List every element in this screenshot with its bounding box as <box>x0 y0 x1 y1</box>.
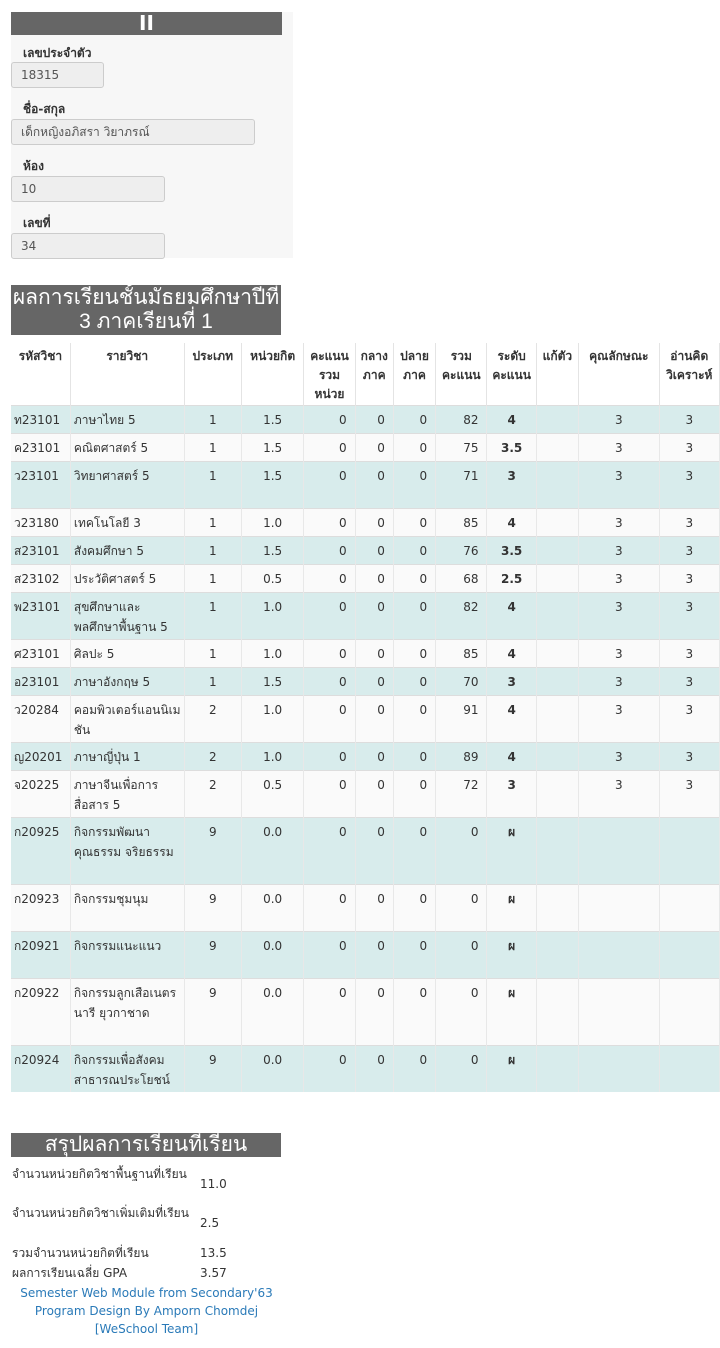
student-info-panel <box>11 12 293 258</box>
col-header-unit-score: คะแนนรวมหน่วย <box>304 343 355 405</box>
cell-retake <box>536 536 578 564</box>
cell-code: ญ20201 <box>11 742 70 770</box>
cell-final: 0 <box>393 461 435 508</box>
cell-total: 91 <box>436 695 487 742</box>
col-header-type: ประเภท <box>184 343 241 405</box>
cell-credit: 1.5 <box>241 433 303 461</box>
cell-grade: 4 <box>487 639 536 667</box>
col-header-reading: อ่านคิดวิเคราะห์ <box>659 343 719 405</box>
table-row <box>11 695 720 742</box>
cell-name: ภาษาญี่ปุ่น 1 <box>70 742 184 770</box>
cell-grade: 3 <box>487 770 536 817</box>
cell-name: กิจกรรมชุมนุม <box>70 884 184 931</box>
cell-unit: 0 <box>304 931 355 978</box>
cell-unit: 0 <box>304 592 355 639</box>
cell-rtw: 3 <box>659 695 719 742</box>
cell-type: 9 <box>184 978 241 1045</box>
cell-trait <box>579 1045 660 1092</box>
cell-credit: 0.5 <box>241 770 303 817</box>
cell-rtw: 3 <box>659 770 719 817</box>
cell-final: 0 <box>393 639 435 667</box>
table-row <box>11 564 720 592</box>
cell-trait: 3 <box>579 564 660 592</box>
col-header-grade: ระดับคะแนน <box>487 343 536 405</box>
cell-mid: 0 <box>355 742 393 770</box>
cell-trait <box>579 978 660 1045</box>
cell-total: 76 <box>436 536 487 564</box>
cell-rtw: 3 <box>659 742 719 770</box>
cell-total: 85 <box>436 508 487 536</box>
cell-name: กิจกรรมแนะแนว <box>70 931 184 978</box>
cell-retake <box>536 461 578 508</box>
cell-mid: 0 <box>355 461 393 508</box>
cell-final: 0 <box>393 667 435 695</box>
cell-total: 89 <box>436 742 487 770</box>
table-row <box>11 508 720 536</box>
cell-total: 70 <box>436 667 487 695</box>
cell-total: 68 <box>436 564 487 592</box>
cell-grade: 2.5 <box>487 564 536 592</box>
cell-retake <box>536 742 578 770</box>
cell-grade: ผ <box>487 978 536 1045</box>
cell-unit: 0 <box>304 770 355 817</box>
cell-rtw <box>659 931 719 978</box>
cell-mid: 0 <box>355 667 393 695</box>
student-id-field[interactable] <box>11 62 104 88</box>
table-row <box>11 1045 720 1092</box>
cell-mid: 0 <box>355 695 393 742</box>
cell-code: จ20225 <box>11 770 70 817</box>
summary-value: 11.0 <box>200 1177 227 1191</box>
cell-trait: 3 <box>579 695 660 742</box>
cell-credit: 1.0 <box>241 592 303 639</box>
footer-credit-link[interactable] <box>11 1284 282 1338</box>
cell-total: 0 <box>436 884 487 931</box>
cell-type: 1 <box>184 667 241 695</box>
summary-label: จำนวนหน่วยกิตวิชาพื้นฐานที่เรียน <box>12 1167 187 1181</box>
cell-credit: 0.0 <box>241 1045 303 1092</box>
col-header-midterm: กลางภาค <box>355 343 393 405</box>
table-row <box>11 770 720 817</box>
cell-code: ค23101 <box>11 433 70 461</box>
cell-retake <box>536 433 578 461</box>
grades-table-container <box>11 343 720 1092</box>
cell-retake <box>536 978 578 1045</box>
cell-rtw: 3 <box>659 667 719 695</box>
table-row <box>11 931 720 978</box>
cell-credit: 1.0 <box>241 695 303 742</box>
cell-total: 0 <box>436 1045 487 1092</box>
cell-name: คอมพิวเตอร์แอนนิเมชัน <box>70 695 184 742</box>
cell-type: 1 <box>184 508 241 536</box>
cell-mid: 0 <box>355 978 393 1045</box>
table-row <box>11 667 720 695</box>
cell-type: 9 <box>184 884 241 931</box>
cell-retake <box>536 667 578 695</box>
cell-total: 85 <box>436 639 487 667</box>
credit-line-design[interactable]: Program Design By Amporn Chomdej [WeSchool Team] <box>34 1304 259 1336</box>
cell-grade: 4 <box>487 695 536 742</box>
cell-type: 9 <box>184 931 241 978</box>
cell-credit: 1.0 <box>241 508 303 536</box>
cell-trait: 3 <box>579 433 660 461</box>
cell-final: 0 <box>393 405 435 433</box>
col-header-total: รวมคะแนน <box>436 343 487 405</box>
cell-credit: 0.5 <box>241 564 303 592</box>
cell-unit: 0 <box>304 978 355 1045</box>
cell-trait: 3 <box>579 536 660 564</box>
cell-credit: 0.0 <box>241 931 303 978</box>
cell-type: 1 <box>184 592 241 639</box>
table-row <box>11 405 720 433</box>
cell-trait: 3 <box>579 461 660 508</box>
cell-credit: 1.5 <box>241 667 303 695</box>
cell-final: 0 <box>393 564 435 592</box>
cell-credit: 0.0 <box>241 884 303 931</box>
table-row <box>11 884 720 931</box>
cell-code: ก20921 <box>11 931 70 978</box>
cell-final: 0 <box>393 884 435 931</box>
cell-code: ว20284 <box>11 695 70 742</box>
cell-type: 2 <box>184 742 241 770</box>
table-row <box>11 592 720 639</box>
cell-total: 0 <box>436 931 487 978</box>
cell-code: ส23102 <box>11 564 70 592</box>
summary-label: ผลการเรียนเฉลี่ย GPA <box>12 1266 128 1280</box>
cell-unit: 0 <box>304 508 355 536</box>
cell-trait: 3 <box>579 508 660 536</box>
cell-unit: 0 <box>304 1045 355 1092</box>
cell-credit: 1.5 <box>241 405 303 433</box>
cell-rtw <box>659 978 719 1045</box>
cell-code: ว23101 <box>11 461 70 508</box>
cell-rtw: 3 <box>659 639 719 667</box>
cell-name: ประวัติศาสตร์ 5 <box>70 564 184 592</box>
cell-mid: 0 <box>355 639 393 667</box>
col-header-traits: คุณลักษณะ <box>579 343 660 405</box>
cell-unit: 0 <box>304 564 355 592</box>
cell-unit: 0 <box>304 817 355 884</box>
cell-mid: 0 <box>355 564 393 592</box>
cell-unit: 0 <box>304 742 355 770</box>
cell-name: คณิตศาสตร์ 5 <box>70 433 184 461</box>
cell-name: วิทยาศาสตร์ 5 <box>70 461 184 508</box>
cell-code: ก20925 <box>11 817 70 884</box>
cell-grade: 4 <box>487 508 536 536</box>
table-row <box>11 536 720 564</box>
cell-total: 72 <box>436 770 487 817</box>
cell-final: 0 <box>393 742 435 770</box>
cell-trait <box>579 931 660 978</box>
summary-panel <box>11 1165 282 1338</box>
cell-rtw <box>659 1045 719 1092</box>
cell-type: 1 <box>184 405 241 433</box>
fullname-field[interactable] <box>11 119 255 145</box>
cell-type: 9 <box>184 817 241 884</box>
cell-retake <box>536 817 578 884</box>
cell-trait: 3 <box>579 592 660 639</box>
cell-code: พ23101 <box>11 592 70 639</box>
cell-mid: 0 <box>355 508 393 536</box>
cell-name: สุขศึกษาและพลศึกษาพื้นฐาน 5 <box>70 592 184 639</box>
student-id-label: เลขประจำตัว <box>23 46 92 60</box>
cell-mid: 0 <box>355 770 393 817</box>
cell-total: 0 <box>436 817 487 884</box>
cell-mid: 0 <box>355 1045 393 1092</box>
cell-mid: 0 <box>355 817 393 884</box>
col-header-credit: หน่วยกิต <box>241 343 303 405</box>
col-header-subject: รายวิชา <box>70 343 184 405</box>
cell-grade: 3.5 <box>487 536 536 564</box>
cell-trait: 3 <box>579 405 660 433</box>
cell-rtw: 3 <box>659 405 719 433</box>
cell-grade: ผ <box>487 931 536 978</box>
cell-unit: 0 <box>304 405 355 433</box>
cell-final: 0 <box>393 433 435 461</box>
cell-grade: 4 <box>487 742 536 770</box>
cell-credit: 1.5 <box>241 461 303 508</box>
cell-unit: 0 <box>304 667 355 695</box>
grades-table <box>11 343 720 1092</box>
cell-trait <box>579 884 660 931</box>
cell-code: ก20923 <box>11 884 70 931</box>
table-row <box>11 978 720 1045</box>
cell-rtw: 3 <box>659 508 719 536</box>
cell-final: 0 <box>393 695 435 742</box>
cell-trait: 3 <box>579 742 660 770</box>
cell-final: 0 <box>393 536 435 564</box>
table-row <box>11 817 720 884</box>
cell-name: ภาษาอังกฤษ 5 <box>70 667 184 695</box>
table-row <box>11 742 720 770</box>
cell-type: 1 <box>184 461 241 508</box>
cell-retake <box>536 1045 578 1092</box>
cell-type: 2 <box>184 695 241 742</box>
cell-name: เทคโนโลยี 3 <box>70 508 184 536</box>
cell-retake <box>536 695 578 742</box>
cell-unit: 0 <box>304 433 355 461</box>
col-header-retake: แก้ตัว <box>536 343 578 405</box>
summary-title: สรุปผลการเรียนที่เรียน <box>11 1133 281 1157</box>
cell-name: ภาษาจีนเพื่อการสื่อสาร 5 <box>70 770 184 817</box>
cell-rtw: 3 <box>659 433 719 461</box>
cell-grade: 4 <box>487 592 536 639</box>
cell-unit: 0 <box>304 461 355 508</box>
cell-rtw: 3 <box>659 536 719 564</box>
cell-credit: 0.0 <box>241 978 303 1045</box>
cell-retake <box>536 508 578 536</box>
cell-final: 0 <box>393 508 435 536</box>
summary-value: 13.5 <box>200 1246 227 1260</box>
cell-trait <box>579 817 660 884</box>
cell-type: 1 <box>184 564 241 592</box>
table-row <box>11 461 720 508</box>
cell-total: 71 <box>436 461 487 508</box>
room-field[interactable] <box>11 176 165 202</box>
cell-total: 0 <box>436 978 487 1045</box>
cell-grade: ผ <box>487 884 536 931</box>
cell-name: กิจกรรมพัฒนาคุณธรรม จริยธรรม <box>70 817 184 884</box>
cell-unit: 0 <box>304 695 355 742</box>
summary-value: 2.5 <box>200 1216 220 1230</box>
cell-name: ภาษาไทย 5 <box>70 405 184 433</box>
room-label: ห้อง <box>23 159 44 173</box>
cell-rtw <box>659 884 719 931</box>
number-label: เลขที่ <box>23 216 51 230</box>
cell-rtw <box>659 817 719 884</box>
cell-final: 0 <box>393 770 435 817</box>
cell-final: 0 <box>393 592 435 639</box>
cell-code: ก20924 <box>11 1045 70 1092</box>
cell-grade: ผ <box>487 817 536 884</box>
col-header-final: ปลายภาค <box>393 343 435 405</box>
cell-trait: 3 <box>579 667 660 695</box>
cell-mid: 0 <box>355 433 393 461</box>
cell-total: 82 <box>436 405 487 433</box>
cell-retake <box>536 405 578 433</box>
cell-name: กิจกรรมเพื่อสังคมสาธารณประโยชน์ <box>70 1045 184 1092</box>
cell-grade: 3 <box>487 461 536 508</box>
cell-mid: 0 <box>355 536 393 564</box>
cell-unit: 0 <box>304 536 355 564</box>
cell-trait: 3 <box>579 770 660 817</box>
cell-code: ว23180 <box>11 508 70 536</box>
cell-mid: 0 <box>355 405 393 433</box>
cell-final: 0 <box>393 1045 435 1092</box>
cell-rtw: 3 <box>659 461 719 508</box>
cell-retake <box>536 592 578 639</box>
cell-code: ศ23101 <box>11 639 70 667</box>
cell-grade: 4 <box>487 405 536 433</box>
cell-retake <box>536 564 578 592</box>
cell-credit: 0.0 <box>241 817 303 884</box>
cell-name: กิจกรรมลูกเสือเนตรนารี ยุวกาชาด <box>70 978 184 1045</box>
cell-type: 1 <box>184 536 241 564</box>
cell-name: สังคมศึกษา 5 <box>70 536 184 564</box>
cell-unit: 0 <box>304 884 355 931</box>
table-row <box>11 639 720 667</box>
cell-code: ก20922 <box>11 978 70 1045</box>
cell-total: 82 <box>436 592 487 639</box>
cell-mid: 0 <box>355 931 393 978</box>
gpa-value: 3.57 <box>200 1266 227 1280</box>
cell-retake <box>536 639 578 667</box>
cell-retake <box>536 931 578 978</box>
cell-code: ส23101 <box>11 536 70 564</box>
cell-retake <box>536 884 578 931</box>
fullname-label: ชื่อ-สกุล <box>23 102 66 116</box>
cell-credit: 1.5 <box>241 536 303 564</box>
cell-code: อ23101 <box>11 667 70 695</box>
cell-type: 9 <box>184 1045 241 1092</box>
cell-grade: 3 <box>487 667 536 695</box>
cell-final: 0 <box>393 978 435 1045</box>
info-header: II <box>11 12 282 35</box>
col-header-code: รหัสวิชา <box>11 343 70 405</box>
cell-mid: 0 <box>355 884 393 931</box>
table-row <box>11 433 720 461</box>
cell-mid: 0 <box>355 592 393 639</box>
cell-grade: ผ <box>487 1045 536 1092</box>
cell-rtw: 3 <box>659 564 719 592</box>
cell-grade: 3.5 <box>487 433 536 461</box>
cell-retake <box>536 770 578 817</box>
cell-type: 1 <box>184 433 241 461</box>
cell-type: 2 <box>184 770 241 817</box>
table-header-row <box>11 343 720 405</box>
cell-type: 1 <box>184 639 241 667</box>
credit-line-module[interactable]: Semester Web Module from Secondary'63 <box>20 1286 273 1300</box>
cell-credit: 1.0 <box>241 639 303 667</box>
cell-trait: 3 <box>579 639 660 667</box>
cell-total: 75 <box>436 433 487 461</box>
cell-unit: 0 <box>304 639 355 667</box>
cell-rtw: 3 <box>659 592 719 639</box>
cell-final: 0 <box>393 817 435 884</box>
cell-credit: 1.0 <box>241 742 303 770</box>
cell-code: ท23101 <box>11 405 70 433</box>
summary-label: รวมจำนวนหน่วยกิตที่เรียน <box>12 1246 149 1260</box>
cell-final: 0 <box>393 931 435 978</box>
results-title: ผลการเรียนชั้นมัธยมศึกษาปีที่ 3 ภาคเรียนที่ 1 <box>12 286 280 333</box>
summary-label: จำนวนหน่วยกิตวิชาเพิ่มเติมที่เรียน <box>12 1206 189 1220</box>
number-field[interactable] <box>11 233 165 259</box>
cell-name: ศิลปะ 5 <box>70 639 184 667</box>
